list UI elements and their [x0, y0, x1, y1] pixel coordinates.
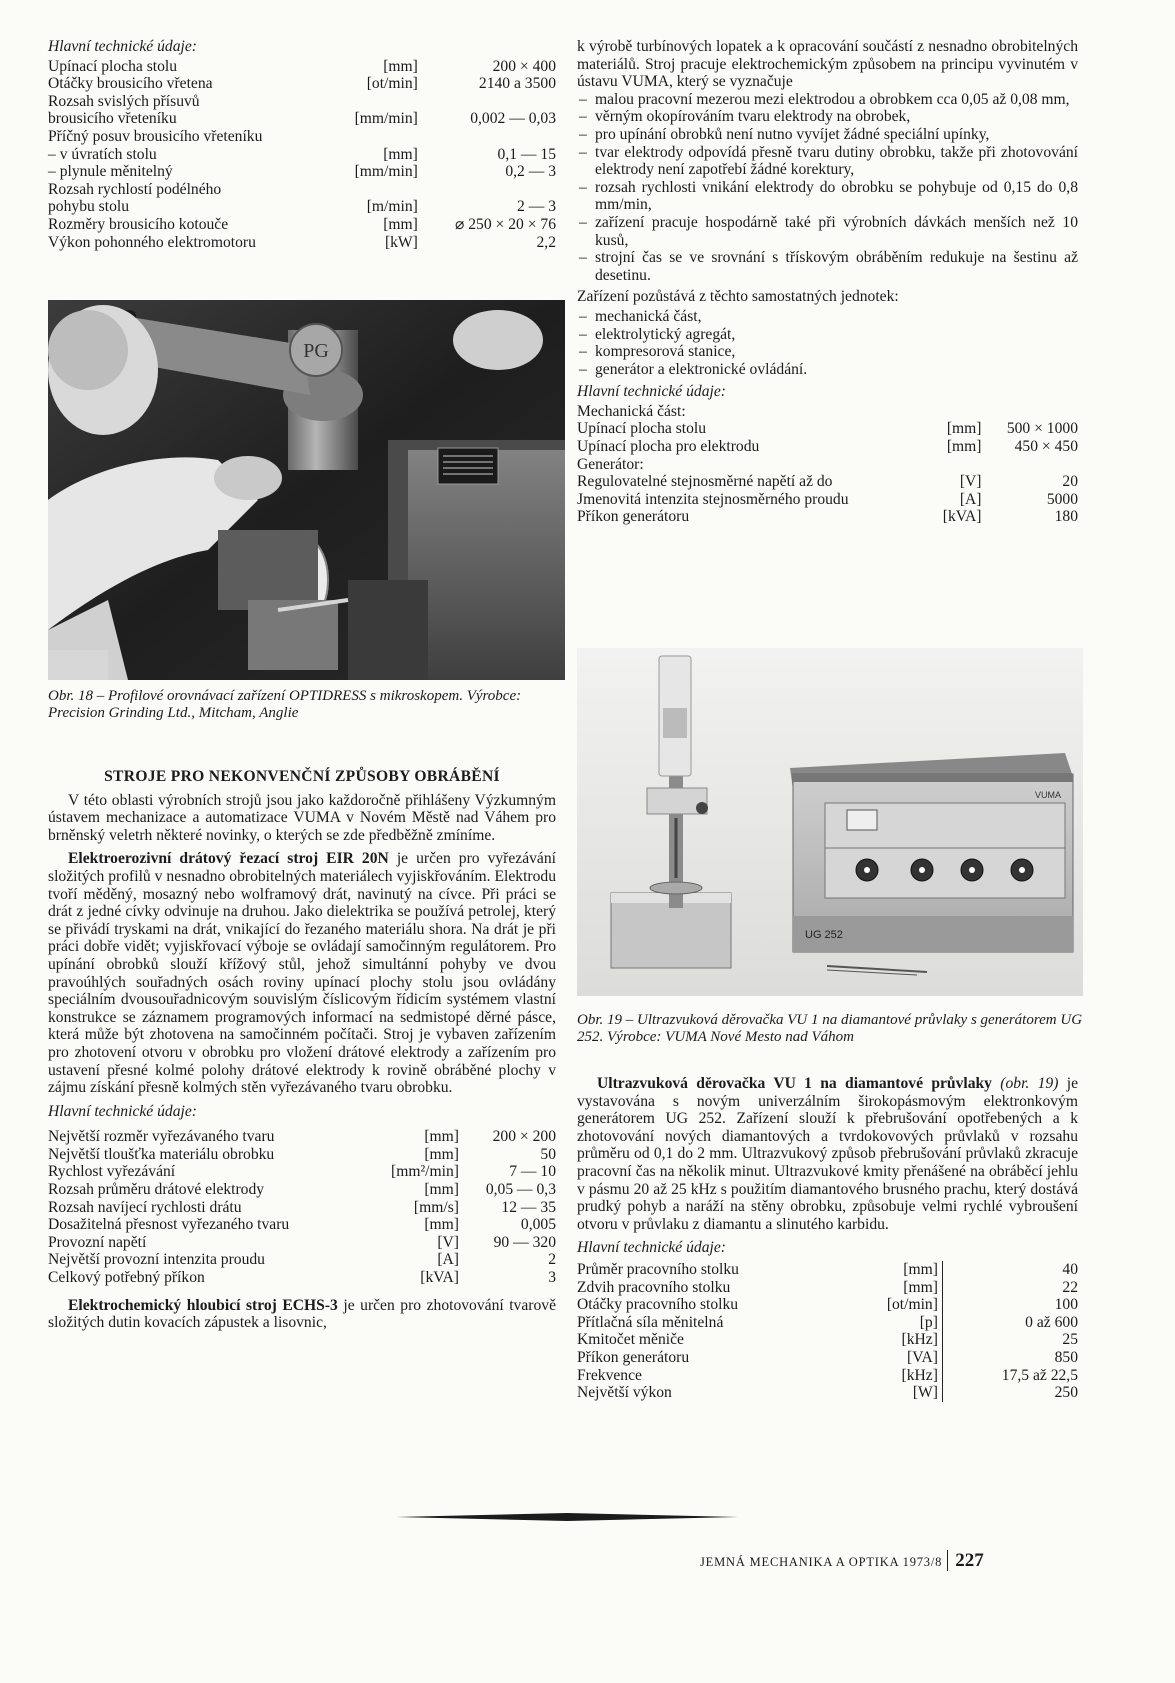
spec-row [577, 1296, 1078, 1314]
eir-body: je určen pro vyřezávání složitých profilů v nesnadno obrobitelných materiálech vyjiskřováním. Elektrodu tvoří měděný, mosazný nebo wolframový drát, navinutý na cívce. Při práci se drát z jedné cívky odvinuje na druhou. Jako dielektrika se používá petrolej, který se přivádí tryskami na drát, vnikající do řezaného materiálu shora. Na drát je při práci dobře vidět; vyjiskřovací výboje se ovládají samočinným regulátorem. Pro upínání obrobků slouží křížový stůl, jehož simultánní pohyby ve dvou pravoúhlých souřadných osách roviny upínací plochy stolu jsou ovládány speciálním dvousouřadnicovým souvislým číslicovým řídicím systémem vlastní konstrukce se záznamem programových informací na sedmistopé děrné pásce, která může být zhotovena na samočinném počítači. Stroj je vybaven zařízením pro zhotovení otvoru v obrobku pro vložení drátové elektrody a zařízením pro ustavení přesné kolmé polohy drátové elektrody k rovině obráběné plochy v zájmu získání přesně kolmých stěn vyřezávaného tvaru obrobku. [48, 850, 556, 1097]
spec-row [48, 110, 556, 128]
features-list [577, 91, 1078, 285]
spec3-table [577, 403, 1078, 526]
spec-unit: [mm] [903, 1260, 938, 1278]
left-column [48, 38, 556, 251]
echs-lead: Elektrochemický hloubicí stroj ECHS-3 [68, 1296, 338, 1314]
figure19-photo [577, 648, 1083, 996]
spec-name: Dosažitelná přesnost vyřezaného tvaru [48, 1216, 290, 1234]
spec-value: 3 [548, 1269, 556, 1287]
spec-name: Zdvih pracovního stolku [577, 1278, 731, 1296]
spec-name: Příkon generátoru [577, 508, 690, 526]
spec-name: Generátor: [577, 455, 644, 473]
spec-value [985, 456, 1078, 474]
spec-unit [333, 93, 422, 111]
spec-name: Rozsah svislých přísuvů [48, 92, 200, 110]
spec-unit: [p] [919, 1313, 938, 1331]
spec-unit [333, 181, 422, 199]
spec-value: 2 [548, 1251, 556, 1269]
spec-value: 0 až 600 [942, 1314, 1078, 1332]
spec-unit: [ot/min] [366, 75, 418, 93]
spec4-table [577, 1261, 1078, 1402]
spec-value: 22 [942, 1279, 1078, 1297]
spec-value: 0,05 — 0,3 [485, 1181, 556, 1199]
decorative-rule [396, 1508, 738, 1516]
spec-row [577, 420, 1078, 438]
spec-name: Rozsah rychlostí podélného [48, 180, 222, 198]
list-item: – tvar elektrody odpovídá přesně tvaru dutiny obrobku, takže při zhotovování elektrody není zapotřebí žádné korektury, [577, 144, 1078, 179]
list-item: – elektrolytický agregát, [577, 326, 1078, 344]
spec3-title: Hlavní technické údaje: [577, 383, 726, 401]
section-heading: STROJE PRO NEKONVENČNÍ ZPŮSOBY OBRÁBĚNÍ [104, 768, 500, 785]
list-item: – kompresorová stanice, [577, 343, 1078, 361]
spec-row [48, 1199, 556, 1217]
spec-unit: [mm/min] [354, 163, 418, 181]
spec-value: 5000 [1046, 490, 1078, 508]
list-item: – pro upínání obrobků není nutno vyvíjet žádné speciální upínky, [577, 126, 1078, 144]
spec-row [48, 1163, 556, 1181]
spec-value: 100 [942, 1296, 1078, 1314]
spec-unit: [kHz] [901, 1331, 938, 1349]
vu-paragraph [577, 1075, 1078, 1233]
spec-row [48, 216, 556, 234]
spec-value: 450 × 450 [1014, 438, 1078, 456]
spec-row [48, 146, 556, 164]
spec-value: 40 [942, 1261, 1078, 1279]
spec-name: Výkon pohonného elektromotoru [48, 233, 256, 251]
page-footer [700, 1552, 1090, 1572]
spec-unit: [m/min] [366, 198, 418, 216]
spec-unit: [W] [912, 1384, 938, 1402]
spec-row [48, 1181, 556, 1199]
spec-name: Průměr pracovního stolku [577, 1260, 739, 1278]
spec-name: Přítlačná síla měnitelná [577, 1313, 724, 1331]
page-number: 227 [947, 1550, 984, 1571]
spec-unit [930, 403, 986, 421]
spec-value: 25 [942, 1331, 1078, 1349]
spec-name: Největší výkon [577, 1384, 672, 1402]
list-item: – strojní čas se ve srovnání s třískovým obráběním redukuje na šestinu až desetinu. [577, 249, 1078, 284]
spec-unit: [mm/min] [354, 110, 418, 128]
spec-name: – plynule měnitelný [48, 163, 173, 181]
spec-unit: [mm] [903, 1278, 938, 1296]
spec-row [48, 1234, 556, 1252]
spec-unit: [mm] [383, 215, 418, 233]
spec2-table [48, 1128, 556, 1286]
spec-name: Rozměry brousicího kotouče [48, 215, 229, 233]
spec-value: 180 [1054, 508, 1078, 526]
figure18-logo-text: PG [303, 340, 329, 362]
list-item: – generátor a elektronické ovládání. [577, 361, 1078, 379]
spec-unit: [kW] [384, 233, 418, 251]
spec-value: ⌀ 250 × 20 × 76 [454, 215, 556, 233]
spec-unit: [mm] [946, 438, 982, 456]
spec-unit: [mm] [383, 57, 418, 75]
figure18-caption: Obr. 18 – Profilové orovnávací zařízení OPTIDRESS s mikroskopem. Výrobce: Precision Grinding Ltd., Mitcham, Anglie [48, 688, 522, 721]
units-list [577, 308, 1078, 378]
spec-row [48, 58, 556, 76]
spec-value: 20 [1062, 473, 1078, 491]
list-item: – zařízení pracuje hospodárně také při výrobních dávkách menších než 10 kusů, [577, 214, 1078, 249]
spec-name: Rozsah navíjecí rychlosti drátu [48, 1198, 242, 1216]
spec-unit: [V] [959, 473, 982, 491]
spec-row [577, 473, 1078, 491]
spec-value: 2 — 3 [517, 198, 556, 216]
right-column-top [577, 38, 1078, 526]
continuation-paragraph: k výrobě turbínových lopatek a k opracování součástí z nesnadno obrobitelných materiálů. Stroj pracuje elektrochemickým způsobem na principu vyvinutém v ústavu VUMA, který se vyznačuje [577, 38, 1078, 91]
spec4-title: Hlavní technické údaje: [577, 1239, 726, 1257]
spec-unit: [mm] [946, 420, 982, 438]
eir-paragraph [48, 850, 556, 1096]
spec1-title: Hlavní technické údaje: [48, 38, 197, 55]
spec-name: Mechanická část: [577, 402, 686, 420]
spec-unit: [kVA] [942, 508, 982, 526]
list-item: – malou pracovní mezerou mezi elektrodou a obrobkem cca 0,05 až 0,08 mm, [577, 91, 1078, 109]
spec-row [577, 403, 1078, 421]
spec-row [48, 1128, 556, 1146]
spec-name: Příkon generátoru [577, 1348, 690, 1366]
right-article [577, 1075, 1078, 1402]
spec-value: 250 [942, 1384, 1078, 1402]
spec-row [577, 491, 1078, 509]
spec1-table [48, 58, 556, 252]
spec-value: 0,1 — 15 [497, 145, 556, 163]
spec2-title: Hlavní technické údaje: [48, 1102, 197, 1120]
spec-value: 90 — 320 [493, 1233, 556, 1251]
generator-brand: VUMA [1035, 790, 1062, 800]
left-article [48, 768, 556, 1332]
echs-paragraph [48, 1297, 556, 1332]
spec-unit: [VA] [907, 1348, 938, 1366]
spec-name: Regulovatelné stejnosměrné napětí až do [577, 473, 833, 491]
spec-row [577, 1314, 1078, 1332]
spec-unit: [kHz] [901, 1366, 938, 1384]
spec-value: 17,5 až 22,5 [942, 1367, 1078, 1385]
spec-unit: [mm] [424, 1181, 459, 1199]
spec-name: Příčný posuv brousicího vřeteníku [48, 127, 263, 145]
spec-row [48, 1146, 556, 1164]
figure18-photo [48, 300, 565, 680]
spec-row [48, 1251, 556, 1269]
spec-row [577, 1279, 1078, 1297]
spec-row [577, 456, 1078, 474]
spec-row [577, 1331, 1078, 1349]
spec-unit: [mm/s] [413, 1198, 459, 1216]
spec-unit: [mm] [383, 145, 418, 163]
spec-value: 0,002 — 0,03 [470, 110, 556, 128]
spec-name: Otáčky brousicího vřetena [48, 75, 213, 93]
spec-name: Rozsah průměru drátové elektrody [48, 1181, 265, 1199]
spec-row [48, 128, 556, 146]
spec-value: 2140 a 3500 [478, 75, 556, 93]
generator-label: UG 252 [805, 929, 843, 941]
spec-row [48, 75, 556, 93]
spec-row [577, 1384, 1078, 1402]
spec-name: Otáčky pracovního stolku [577, 1296, 739, 1314]
spec-value [422, 181, 556, 199]
spec-unit: [mm] [424, 1216, 459, 1234]
echs-body: je určen pro zhotovování tvarově složitých dutin kovacích zápustek a lisovnic, [48, 1296, 556, 1332]
spec-row [48, 1269, 556, 1287]
spec-name: Největší provozní intenzita proudu [48, 1251, 265, 1269]
spec-name: Kmitočet měniče [577, 1331, 684, 1349]
spec-row [577, 1349, 1078, 1367]
spec-value: 200 × 200 [492, 1128, 556, 1146]
spec-name: Rychlost vyřezávání [48, 1163, 176, 1181]
spec-row [48, 234, 556, 252]
spec-value: 0,005 [520, 1216, 556, 1234]
spec-name: Celkový potřebný příkon [48, 1269, 205, 1287]
spec-row [48, 181, 556, 199]
figure19-illustration [577, 648, 1083, 996]
spec-name: Provozní napětí [48, 1233, 147, 1251]
spec-unit: [ot/min] [886, 1296, 938, 1314]
spec-row [48, 1216, 556, 1234]
spec-value: 50 [540, 1145, 556, 1163]
spec-name: Jmenovitá intenzita stejnosměrného proudu [577, 490, 849, 508]
spec-unit: [mm] [424, 1128, 459, 1146]
vu-ref: (obr. 19) [991, 1075, 1059, 1092]
spec-unit: [V] [437, 1233, 459, 1251]
list-item: – rozsah rychlosti vnikání elektrody do obrobku se pohybuje od 0,15 do 0,8 mm/min, [577, 179, 1078, 214]
spec-unit: [kVA] [420, 1269, 459, 1287]
figure18-illustration [48, 300, 565, 680]
spec-row [577, 1367, 1078, 1385]
spec-value [985, 403, 1078, 421]
spec-row [577, 508, 1078, 526]
spec-value: 7 — 10 [509, 1163, 556, 1181]
spec-row [48, 93, 556, 111]
spec-name: Upínací plocha stolu [577, 420, 707, 438]
journal-name: JEMNÁ MECHANIKA A OPTIKA 1973/8 [700, 1555, 943, 1569]
spec-unit: [A] [959, 490, 982, 508]
spec-unit: [A] [437, 1251, 459, 1269]
spec-row [48, 198, 556, 216]
spec-name: Největší tloušťka materiálu obrobku [48, 1145, 275, 1163]
spec-name: pohybu stolu [48, 198, 130, 216]
spec-value: 200 × 400 [492, 57, 556, 75]
vu-body: je vystavována s novým univerzálním širokopásmovým elektronkovým generátorem UG 252. Zařízení slouží k přebrušování opotřebených a k zhotovování nových diamantových a tvrdokovových průvlaků v rozsahu průměru od 0,1 do 2 mm. Ultrazvukový způsob přebrušování průvlaků zkracuje pracovní čas na několik minut. Ultrazvukové kmity přenášené na obráběcí jehlu v pásmu 20 až 25 kHz s použitím diamantového brusného prachu, který dostává prudký pohyb a naráží na stěny obrobku, způsobuje velmi rychlé vybroušení otvoru v průvlaku z diamantu a slinutého karbidu. [577, 1075, 1078, 1233]
spec-unit: [mm²/min] [391, 1163, 459, 1181]
spec-value: 500 × 1000 [1006, 420, 1078, 438]
spec-row [577, 438, 1078, 456]
vu-lead: Ultrazvuková děrovačka VU 1 na diamantové průvlaky [597, 1075, 992, 1092]
spec-value: 0,2 — 3 [505, 163, 556, 181]
spec-row [577, 1261, 1078, 1279]
spec-name: Upínací plocha pro elektrodu [577, 438, 760, 456]
spec-name: Upínací plocha stolu [48, 57, 178, 75]
spec-value: 2,2 [536, 233, 556, 251]
spec-unit [930, 456, 986, 474]
spec-value: 12 — 35 [501, 1198, 556, 1216]
spec-name: brousicího vřeteníku [48, 110, 177, 128]
spec-value: 850 [942, 1349, 1078, 1367]
spec-unit [333, 128, 422, 146]
list-item: – věrným okopírováním tvaru elektrody na obrobek, [577, 108, 1078, 126]
figure19-caption: Obr. 19 – Ultrazvuková děrovačka VU 1 na diamantové průvlaky s generátorem UG 252. Výrobce: VUMA Nové Mesto nad Váhom [577, 1012, 1083, 1045]
eir-lead: Elektroerozivní drátový řezací stroj EIR 20N [68, 850, 389, 868]
spec-row [48, 163, 556, 181]
list-item: – mechanická část, [577, 308, 1078, 326]
spec-name: Největší rozměr vyřezávaného tvaru [48, 1128, 275, 1146]
spec-value [422, 93, 556, 111]
intro-paragraph: V této oblasti výrobních strojů jsou jako každoročně přihlášeny Výzkumným ústavem mechanizace a automatizace VUMA v Novém Městě nad Váhem pro brněnský veletrh některé novinky, o kterých se zde předběžně zmíníme. [48, 791, 556, 844]
spec-value [422, 128, 556, 146]
spec-unit: [mm] [424, 1145, 459, 1163]
spec-name: – v úvratích stolu [48, 145, 157, 163]
units-intro: Zařízení pozůstává z těchto samostatných jednotek: [577, 288, 899, 306]
spec-name: Frekvence [577, 1366, 642, 1384]
